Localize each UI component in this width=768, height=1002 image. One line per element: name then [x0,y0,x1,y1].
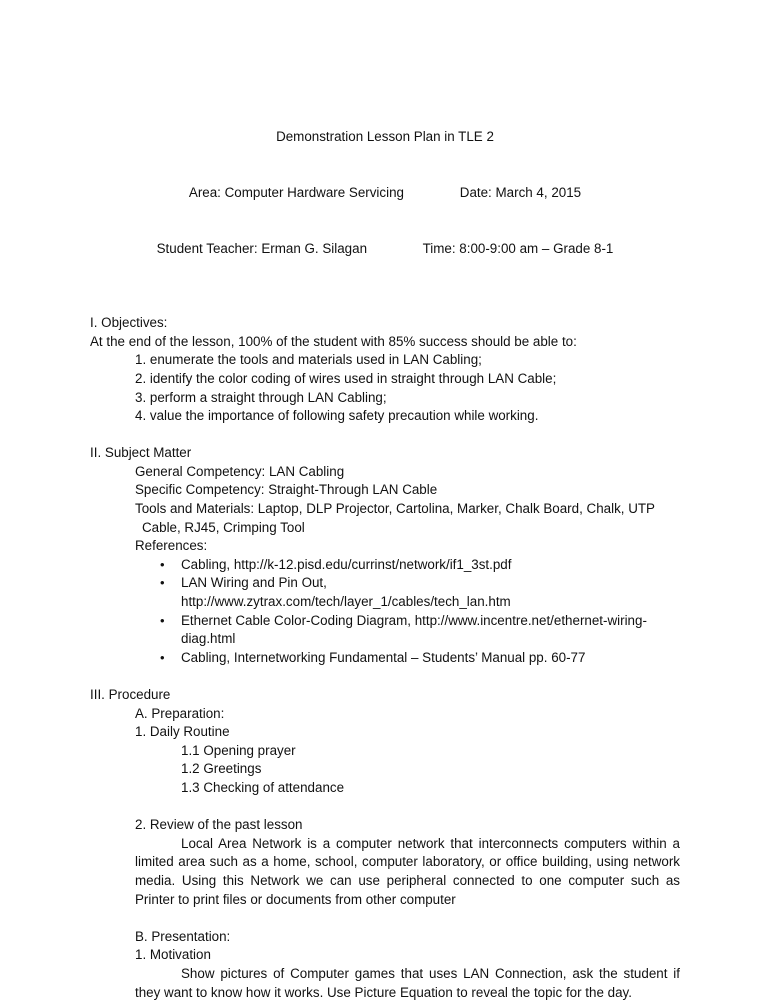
reference-item [135,574,680,611]
objectives-intro: At the end of the lesson, 100% of the student with 85% success should be able to: [90,333,577,349]
procedure-heading: III. Procedure [90,687,171,702]
document-header [90,91,680,296]
tools-and-materials-cont: Cable, RJ45, Crimping Tool [142,519,305,535]
lesson-plan-document [90,91,680,1002]
tools-and-materials: Tools and Materials: Laptop, DLP Projector, Cartolina, Marker, Chalk Board, Chalk, UTP [135,501,655,517]
routine-item: 1.3 Checking of attendance [181,779,345,795]
reference-item [135,612,680,649]
review-text: Local Area Network is a computer network that interconnects computers within a limited area such as a home, school, computer laboratory, or office building, using network media. Using this Network we can use peripheral connected to one computer such as Printer to print files or documents from other computer [135,835,680,907]
motivation-text: Show pictures of Computer games that uses LAN Connection, ask the student if they want to know how it works. Use Picture Equation to reveal the topic for the day. [135,965,680,1000]
motivation-label: 1. Motivation [135,947,211,963]
reference-url: http://www.zytrax.com/tech/layer_1/cables/tech_lan.htm [181,594,511,610]
reference-item [135,649,680,668]
references-label: References: [135,538,208,554]
reference-item [135,556,680,575]
area-date-line: Area: Computer Hardware Servicing Date: March 4, 2015 [188,184,582,200]
reference-text: • Ethernet Cable Color-Coding Diagram, http://www.incentre.net/ethernet-wiring- [181,612,647,628]
subject-matter-heading: II. Subject Matter [90,445,192,461]
subject-matter-section [90,444,680,667]
review-label: 2. Review of the past lesson [135,817,303,833]
reference-url: diag.html [181,631,236,647]
objective-item: 2. identify the color coding of wires used in straight through LAN Cable; [135,370,557,386]
presentation-label: B. Presentation: [135,928,231,944]
general-competency: General Competency: LAN Cabling [135,463,345,479]
routine-item: 1.1 Opening prayer [181,742,296,758]
objective-item: 4. value the importance of following safety precaution while working. [135,408,539,424]
objective-item: 1. enumerate the tools and materials used in LAN Cabling; [135,352,482,368]
document-title: Demonstration Lesson Plan in TLE 2 [276,129,494,145]
references-list [90,556,680,668]
objective-item: 3. perform a straight through LAN Cabling; [135,389,387,405]
reference-text: • LAN Wiring and Pin Out, [181,575,327,591]
reference-text: • Cabling, Internetworking Fundamental – Students’ Manual pp. 60-77 [181,649,586,665]
procedure-section [90,686,680,1002]
objectives-heading: I. Objectives: [90,315,168,331]
teacher-time-line: Student Teacher: Erman G. Silagan Time: 8:00-9:00 am – Grade 8-1 [156,240,614,256]
preparation-label: A. Preparation: [135,705,225,721]
objectives-section [90,314,680,426]
routine-item: 1.2 Greetings [181,761,262,777]
specific-competency: Specific Competency: Straight-Through LAN Cable [135,482,438,498]
daily-routine-label: 1. Daily Routine [135,724,230,740]
reference-text: • Cabling, http://k-12.pisd.edu/currinst/network/if1_3st.pdf [181,556,512,572]
